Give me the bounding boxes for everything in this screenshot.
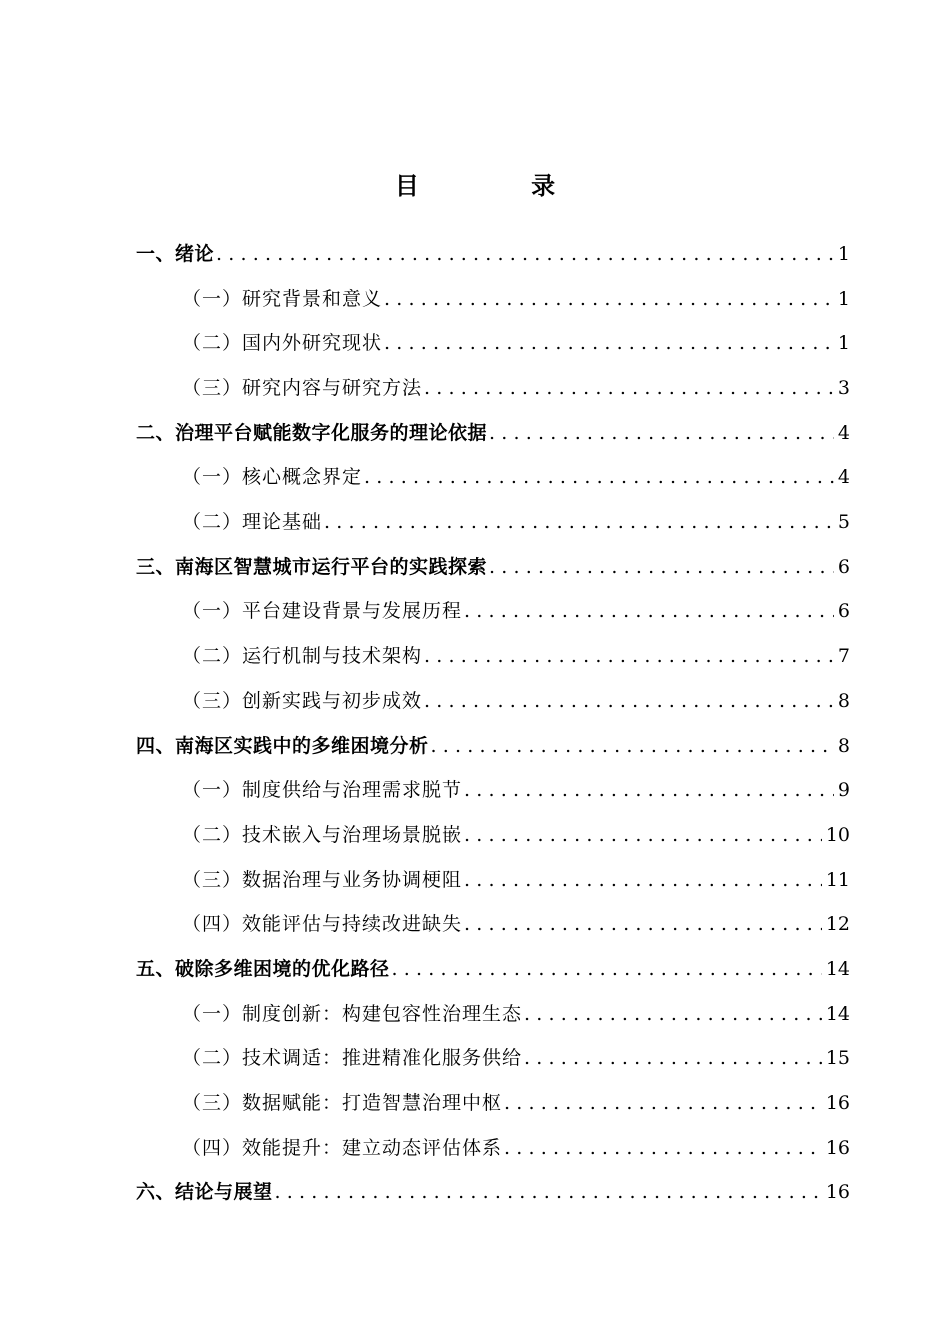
toc-entry-title: （一）核心概念界定 bbox=[182, 466, 363, 489]
toc-entry-page-number: 16 bbox=[825, 1136, 850, 1159]
toc-entry-title: （三）数据赋能：打造智慧治理中枢 bbox=[182, 1092, 503, 1115]
toc-entry-page-number: 7 bbox=[837, 645, 850, 668]
dot-leader bbox=[464, 813, 822, 858]
toc-entry-title: 四、南海区实践中的多维困境分析 bbox=[136, 734, 429, 757]
toc-section-entry[interactable] bbox=[136, 813, 850, 858]
dot-leader bbox=[464, 902, 822, 947]
toc-entry-title: （一）平台建设背景与发展历程 bbox=[182, 600, 463, 623]
toc-section-entry[interactable] bbox=[136, 1036, 850, 1081]
toc-entry-page-number: 1 bbox=[837, 332, 850, 355]
toc-section-entry[interactable] bbox=[136, 500, 850, 545]
toc-entry-title: 一、绪论 bbox=[136, 242, 215, 265]
toc-section-entry[interactable] bbox=[136, 1126, 850, 1171]
toc-section-entry[interactable] bbox=[136, 366, 850, 411]
toc-entry-page-number: 11 bbox=[825, 868, 850, 891]
toc-entry-title: （三）数据治理与业务协调梗阻 bbox=[182, 868, 463, 891]
table-of-contents bbox=[136, 232, 850, 1215]
toc-section-entry[interactable] bbox=[136, 455, 850, 500]
toc-entry-page-number: 8 bbox=[837, 734, 850, 757]
dot-leader bbox=[424, 366, 834, 411]
toc-entry-title: （二）国内外研究现状 bbox=[182, 332, 383, 355]
toc-section-entry[interactable] bbox=[136, 902, 850, 947]
dot-leader bbox=[324, 500, 834, 545]
toc-entry-title: （一）研究背景和意义 bbox=[182, 287, 383, 310]
toc-entry-page-number: 12 bbox=[825, 913, 850, 936]
toc-entry-page-number: 6 bbox=[837, 555, 850, 578]
toc-chapter-entry[interactable] bbox=[136, 1170, 850, 1215]
toc-entry-title: （四）效能提升：建立动态评估体系 bbox=[182, 1136, 503, 1159]
toc-entry-page-number: 15 bbox=[825, 1047, 850, 1070]
toc-section-entry[interactable] bbox=[136, 1081, 850, 1126]
toc-section-entry[interactable] bbox=[136, 277, 850, 322]
dot-leader bbox=[504, 1126, 822, 1171]
dot-leader bbox=[384, 277, 834, 322]
toc-chapter-entry[interactable] bbox=[136, 724, 850, 769]
toc-entry-page-number: 16 bbox=[825, 1181, 850, 1204]
dot-leader bbox=[464, 768, 834, 813]
toc-section-entry[interactable] bbox=[136, 634, 850, 679]
toc-entry-title: （三）创新实践与初步成效 bbox=[182, 689, 423, 712]
toc-chapter-entry[interactable] bbox=[136, 947, 850, 992]
dot-leader bbox=[431, 724, 834, 769]
dot-leader bbox=[489, 545, 834, 590]
toc-entry-page-number: 3 bbox=[837, 377, 850, 400]
toc-section-entry[interactable] bbox=[136, 992, 850, 1037]
dot-leader bbox=[464, 589, 834, 634]
toc-section-entry[interactable] bbox=[136, 321, 850, 366]
dot-leader bbox=[384, 321, 834, 366]
toc-entry-page-number: 14 bbox=[825, 1002, 850, 1025]
toc-section-entry[interactable] bbox=[136, 679, 850, 724]
dot-leader bbox=[524, 992, 822, 1037]
dot-leader bbox=[392, 947, 822, 992]
toc-entry-title: （三）研究内容与研究方法 bbox=[182, 377, 423, 400]
toc-entry-title: 三、南海区智慧城市运行平台的实践探索 bbox=[136, 555, 488, 578]
toc-entry-page-number: 4 bbox=[837, 421, 850, 444]
toc-entry-page-number: 10 bbox=[825, 823, 850, 846]
dot-leader bbox=[364, 455, 834, 500]
toc-entry-title: （二）技术嵌入与治理场景脱嵌 bbox=[182, 823, 463, 846]
toc-chapter-entry[interactable] bbox=[136, 545, 850, 590]
dot-leader bbox=[424, 634, 834, 679]
toc-entry-page-number: 1 bbox=[837, 287, 850, 310]
toc-entry-page-number: 16 bbox=[825, 1092, 850, 1115]
toc-entry-title: （一）制度供给与治理需求脱节 bbox=[182, 779, 463, 802]
toc-chapter-entry[interactable] bbox=[136, 411, 850, 456]
toc-chapter-entry[interactable] bbox=[136, 232, 850, 277]
dot-leader bbox=[424, 679, 834, 724]
toc-section-entry[interactable] bbox=[136, 858, 850, 903]
toc-section-entry[interactable] bbox=[136, 590, 850, 635]
toc-entry-title: 六、结论与展望 bbox=[136, 1181, 273, 1204]
dot-leader bbox=[524, 1036, 822, 1081]
toc-entry-title: （二）技术调适：推进精准化服务供给 bbox=[182, 1047, 523, 1070]
toc-entry-title: 五、破除多维困境的优化路径 bbox=[136, 957, 390, 980]
toc-entry-page-number: 4 bbox=[837, 466, 850, 489]
toc-title: 目 录 bbox=[394, 172, 608, 200]
toc-entry-title: 二、治理平台赋能数字化服务的理论依据 bbox=[136, 421, 488, 444]
toc-entry-page-number: 6 bbox=[837, 600, 850, 623]
toc-entry-title: （一）制度创新：构建包容性治理生态 bbox=[182, 1002, 523, 1025]
toc-entry-page-number: 8 bbox=[837, 689, 850, 712]
toc-entry-title: （二）运行机制与技术架构 bbox=[182, 645, 423, 668]
toc-entry-page-number: 1 bbox=[837, 242, 850, 265]
toc-entry-title: （二）理论基础 bbox=[182, 511, 323, 534]
toc-section-entry[interactable] bbox=[136, 768, 850, 813]
dot-leader bbox=[275, 1170, 822, 1215]
dot-leader bbox=[504, 1081, 822, 1126]
toc-entry-title: （四）效能评估与持续改进缺失 bbox=[182, 913, 463, 936]
toc-entry-page-number: 14 bbox=[825, 957, 850, 980]
dot-leader bbox=[464, 858, 822, 903]
toc-entry-page-number: 5 bbox=[837, 511, 850, 534]
toc-entry-page-number: 9 bbox=[837, 779, 850, 802]
dot-leader bbox=[216, 232, 834, 277]
dot-leader bbox=[489, 411, 834, 456]
